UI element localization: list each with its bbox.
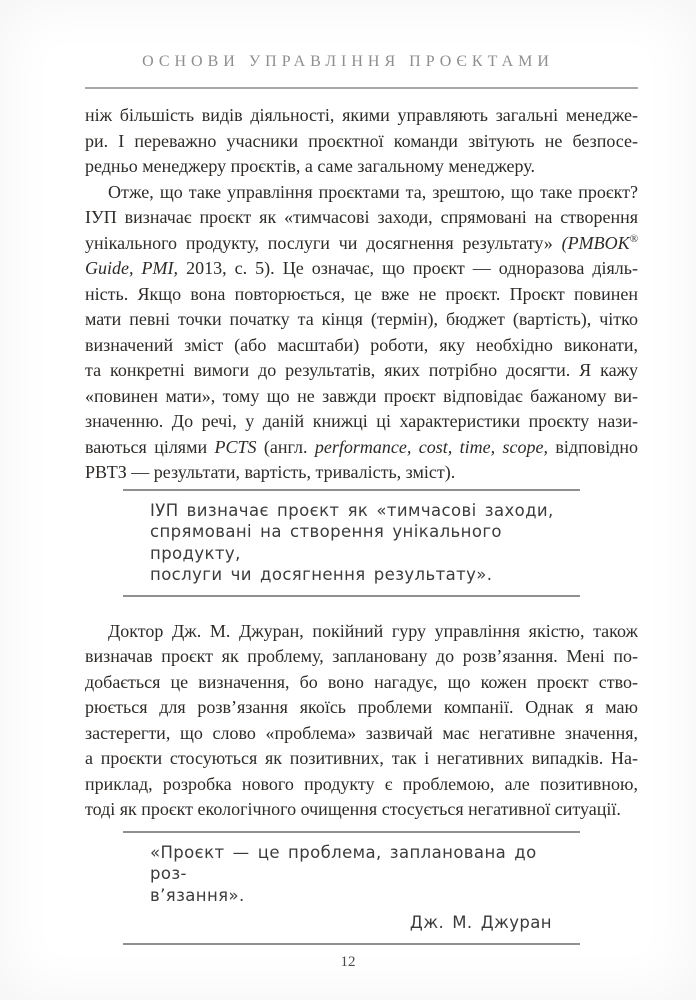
- text-line: ри. І переважно учасники проєктної команди звітують не безпосе-: [85, 130, 638, 151]
- text-line: ність. Якщо вона повторюється, це вже не проєкт. Проєкт повинен: [85, 283, 638, 304]
- text-line: редньо менеджеру проєктів, а саме загальному менеджеру.: [85, 156, 535, 176]
- text-line: в’язання».: [150, 885, 245, 905]
- header-rule: [85, 87, 638, 89]
- paragraph: [85, 619, 638, 823]
- text-line: визначений зміст (або масштаби) роботи, яку необхідно виконати,: [85, 334, 638, 355]
- text-line: Guide, PMI, 2013, с. 5). Це означає, що проєкт — одноразова діяль-: [85, 258, 638, 278]
- pull-quote-text: [150, 842, 570, 907]
- pull-quote: [123, 489, 580, 597]
- text-line: тоді як проєкт екологічного очищення стосується негативної ситуації.: [85, 799, 621, 819]
- text-line: мати певні точки початку та кінця (термін), бюджет (вартість), чітко: [85, 309, 638, 329]
- text-line: ніж більшість видів діяльності, якими управляють загальні менедже-: [85, 105, 638, 125]
- text-line: визначав проєкт як проблему, заплановану до розв’язання. Мені по-: [85, 646, 638, 666]
- text-line: Доктор Дж. М. Джуран, покійний гуру управління якістю, також: [108, 620, 638, 641]
- text-line: приклад, розробка нового продукту є проблемою, але позитивною,: [85, 773, 638, 794]
- quote-attribution: Дж. М. Джуран: [409, 913, 552, 932]
- page-number: 12: [340, 953, 356, 970]
- text-line: ваються цілями PCTS (англ. performance, cost, time, scope, відповідно: [85, 436, 638, 457]
- paragraph: [85, 103, 638, 180]
- page-body: [85, 103, 638, 945]
- pull-quote-text: [150, 500, 570, 586]
- text-line: спрямовані на створення унікального продукту,: [150, 522, 502, 563]
- text-line: унікального продукту, послуги чи досягнення результату» (PMBOK®: [85, 232, 638, 253]
- running-header: ОСНОВИ УПРАВЛІННЯ ПРОЄКТАМИ: [142, 53, 554, 70]
- text-line: рюється для розв’язання якоїсь проблеми компанії. Однак я маю: [85, 697, 638, 717]
- text-line: послуги чи досягнення результату».: [150, 565, 493, 584]
- text-line: ІУП визначає проєкт як «тимчасові заходи,: [150, 500, 554, 520]
- text-line: «Проєкт — це проблема, запланована до роз-: [150, 842, 537, 883]
- text-line: та конкретні вимоги до результатів, яких потрібно досягти. Я кажу: [85, 360, 638, 380]
- text-line: Отже, що таке управління проєктами та, зрештою, що таке проєкт?: [108, 181, 638, 202]
- text-line: ІУП визначає проєкт як «тимчасові заходи, спрямовані на створення: [85, 207, 638, 227]
- text-line: значенню. До речі, у даній книжці ці характеристики проєкту нази-: [85, 411, 638, 431]
- text-line: добається це визначення, бо воно нагадує, що кожен проєкт ство-: [85, 671, 638, 692]
- text-line: застерегти, що слово «проблема» зазвичай має негативне значення,: [85, 722, 638, 743]
- paragraph: [85, 180, 638, 486]
- pull-quote: [123, 831, 580, 945]
- text-line: РВТЗ — результати, вартість, тривалість, зміст).: [85, 462, 456, 482]
- text-line: а проєкти стосуються як позитивних, так і негативних випадків. На-: [85, 748, 638, 768]
- text-line: «повинен мати», тому що не завжди проєкт відповідає бажаному ви-: [85, 385, 638, 406]
